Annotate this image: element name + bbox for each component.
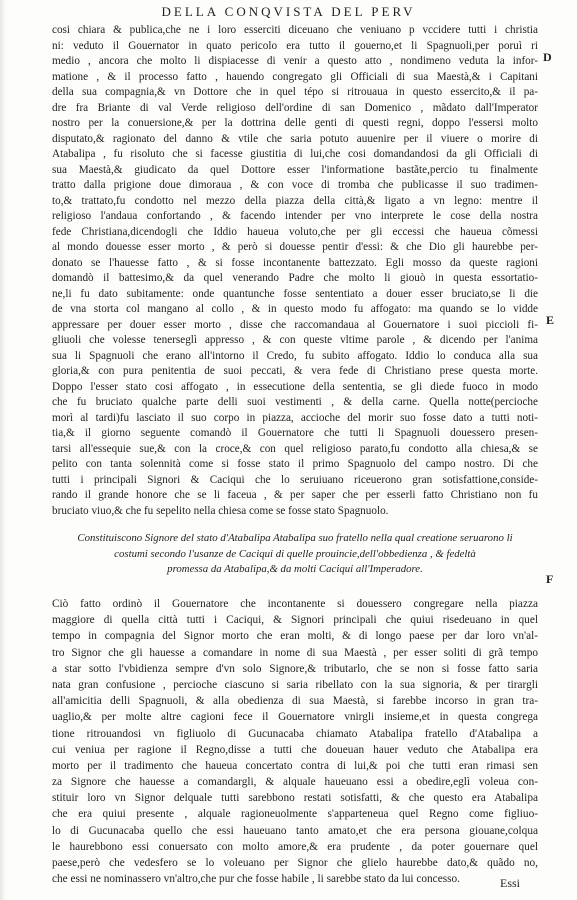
text-line: paese,però che vedesfero se lo voleuano per Signor che glielo haurebbe dato,& quãdo no, [52,857,538,869]
text-line: bruciato viuo,& che fu sepelito nella chiesa come se fosse stato Spagnuolo. [52,504,389,517]
text-line: Atabalipa , fu risoluto che si facesse giustitia di lui,che cosi domandandosi da gli Officiali di [52,148,538,160]
text-line: tratto dalla prigione doue dimoraua , & con voce di tromba che publicasse il suo tradimen- [52,179,538,191]
text-line: rando il grande honore che se li faceua , & per saper che per esserli fatto Christiano non fu [52,489,538,501]
text-line: cosi chiara & publica,che ne i loro esserciti diceuano che veniuano p vccidere tutti i christia [52,24,538,36]
text-line: pelito con tanta solennità come si fosse stato il primo Spagnuolo del campo nostro. Di che [52,458,538,470]
margin-letter-f: F [546,572,554,586]
text-line: de vna storta col mangano al collo , & in questo modo fu affogato: ma quando se lo vidde [52,303,538,315]
page-gutter-shadow [0,0,6,900]
text-line: appressare per douer esser morto , disse che raccomandaua al Gouernatore i suoi piccioli fi- [52,318,538,331]
text-line: tempo in compagnia del Signor morto che eran molti, & di longo paese per dar loro vn'al- [52,630,538,643]
text-line: morì al tardi)fu lasciato il suo corpo in piazza, accioche del morir suo fosse dato a tutti noti- [52,411,538,424]
text-line: tutti i principali Signori & Caciqui che lo seruiuano riceuerono gran sotisfattione,conside- [52,473,538,486]
text-line: to,& trattato,fu condotto nel mezzo della piazza della città,& ligato a vn legno: mentre il [52,194,538,207]
paragraph-1 [52,23,538,519]
catchword: Essi [500,876,521,890]
text-line: religioso l'andaua confortando , & facendo intender per vno interprete le cose della nostra [52,210,538,222]
text-line: cui veniua per ragione il Regno,disse a tutti che doueuan hauer veduto che Atabalipa era [52,743,538,756]
text-line: nata gran confusione , percioche ciascuno si saria ribellato con la sua signoria, & per tirargli [52,678,538,691]
heading-line: costumi secondo l'usanze de Caciqui di quelle prouincie,dell'obbedienza , & fedeltà [114,547,476,560]
text-line: medio , ancora che molto li dispiacesse di venir a questo atto , nondimeno veduta la infor- [52,55,538,67]
heading-line: Constituiscono Signore del stato d'Atabalipa Atabalipa suo fratello nella qual creatione seruarono li [77,532,513,544]
text-line: maggiore di quella città tutti i Caciqui, & Signori principali che quiui risedeuano in quel [52,614,538,627]
text-line: fede Christiana,dicendogli che Iddio haueua voluto,che per gli eccessi che haueua cõmessi [52,225,538,238]
text-line: ne,li fu dato subitamente: onde quantunche fosse sententiato a douer esser bruciato,se li die [52,287,538,300]
text-line: donato se l'hauesse fatto , & si fosse incontanente battezzato. Egli mosso da queste ragioni [52,256,538,269]
margin-letter-d: D [543,50,552,64]
text-line: nostro per la conuersione,& per la dottrina delle genti di questi regni, doppo l'essersi molto [52,117,538,129]
text-line: Doppo l'esser stato cosi affogato , in essecutione della sententia, se gli diede fuoco in modo [52,380,538,393]
chapter-heading [62,531,528,578]
text-line: che essi ne nominassero vn'altro,che pur che fosse habile , li sarebbe stato da lui concesso. [52,873,460,886]
text-line: Ciò fatto ordinò il Gouernatore che incontanente si douessero congregare nella piazza [52,598,538,610]
paragraph-2 [52,596,538,887]
text-line: le haurebbono essi conuersato con molto amore,& era prudente , da poter gouernare quel [52,840,538,853]
text-line: tione ritrouandosi vn figliuolo di Gucunacaba chiamato Atabalipa fratello d'Atabalipa a [52,727,538,740]
margin-letter-e: E [546,313,555,327]
text-line: matione , & il processo fatto , hauendo congregato gli Officiali di sua Maestà,& i Capitani [52,70,538,83]
text-line: al mondo douesse esser morto , & però si douesse pentir d'essi: & che Dio gli haurebbe per- [52,241,538,253]
text-line: dre fra Briante di val Verde religioso dell'ordine di san Domenico , mãdato dall'Imperator [52,101,538,114]
text-line: sua li Spagnuoli che erano all'intorno il Credo, fu subito affogato. Iddio lo conduca alla sua [52,349,538,362]
text-line: gliuoli che volesse tenerseglì appresso , & con queste vltime parole , & dicendo per l'anima [52,334,538,346]
text-line: lo di Gucunacaba quello che essi haueuano tanto amato,et che era persona giouane,colqua [52,824,538,837]
heading-line: promessa da Atabalipa,& da molti Caciqui all'Imperadore. [167,563,423,575]
text-line: gloria,& con pura penitentia de suoi peccati, & vera fede di Christiano prese questa morte. [52,365,538,377]
text-line: tarsi all'essequie sue,& con la croce,& con quel religioso parato,fu condotto alla chiesa,& se [52,442,538,455]
text-line: all'amicitia delli Spagnuoli, & alla obedienza di sua Maestà, si farebbe incorso in gran tra- [52,695,538,708]
running-head: DELLA CONQVISTA DEL PERV [161,4,416,19]
text-line: tro Signor che gli hauesse a comandare in nome di sua Maestà , per esser soliti di grã tempo [52,646,538,659]
text-line: sua Maestà,& giudicato da quel Dottore esser l'informatione bastãte,percio tu finalmente [52,163,538,176]
text-line: uaglio,& per molte altre cagioni fece il Gouernatore vnirgli insieme,et in questa congrega [52,711,538,724]
text-line: a star sotto l'vbidienza sempre d'vn solo Signore,& tributarlo, che se non si fosse fatto saria [52,662,538,675]
text-line: della sua compagnia,& vn Dottore che in quel tépo si ritrouaua in questo essercito,& il pa- [52,86,538,98]
text-line: che fu bruciato qualche parte delli suoi vestimenti , & della carne. Quella notte(percioche [52,396,538,408]
text-line: stituir loro vn Signor delquale tutti sarebbono restati sotisfatti, & che questo era Atabalipa [52,792,538,805]
text-line: za Signore che hauesse a comandargli, & alquale haueuano essi a obedire,eglì voleua con- [52,776,538,789]
text-line: disputato,& ragionato del danno & vtile che saria potuto auuenire per il viuere o morire di [52,132,538,145]
text-line: che era quiui presente , alquale ragioneuolmente s'apparteneua quel Regno come figliuo- [52,808,538,821]
text-line: morto per il tradimento che haueua concertato contra di lui,& poi che tutti eran rimasi sen [52,759,538,772]
text-line: ni: veduto il Gouernator in quato pericolo era tutto il gouerno,et li Spagnuoli,per poruì ri [52,39,538,52]
text-line: tia,& il giorno seguente comandò il Gouernatore che tutti li Spagnuoli douessero presen- [52,427,538,439]
text-line: domandò il battesimo,& da quel venerando Padre che molto li giouò in questa essortatio- [52,272,538,284]
